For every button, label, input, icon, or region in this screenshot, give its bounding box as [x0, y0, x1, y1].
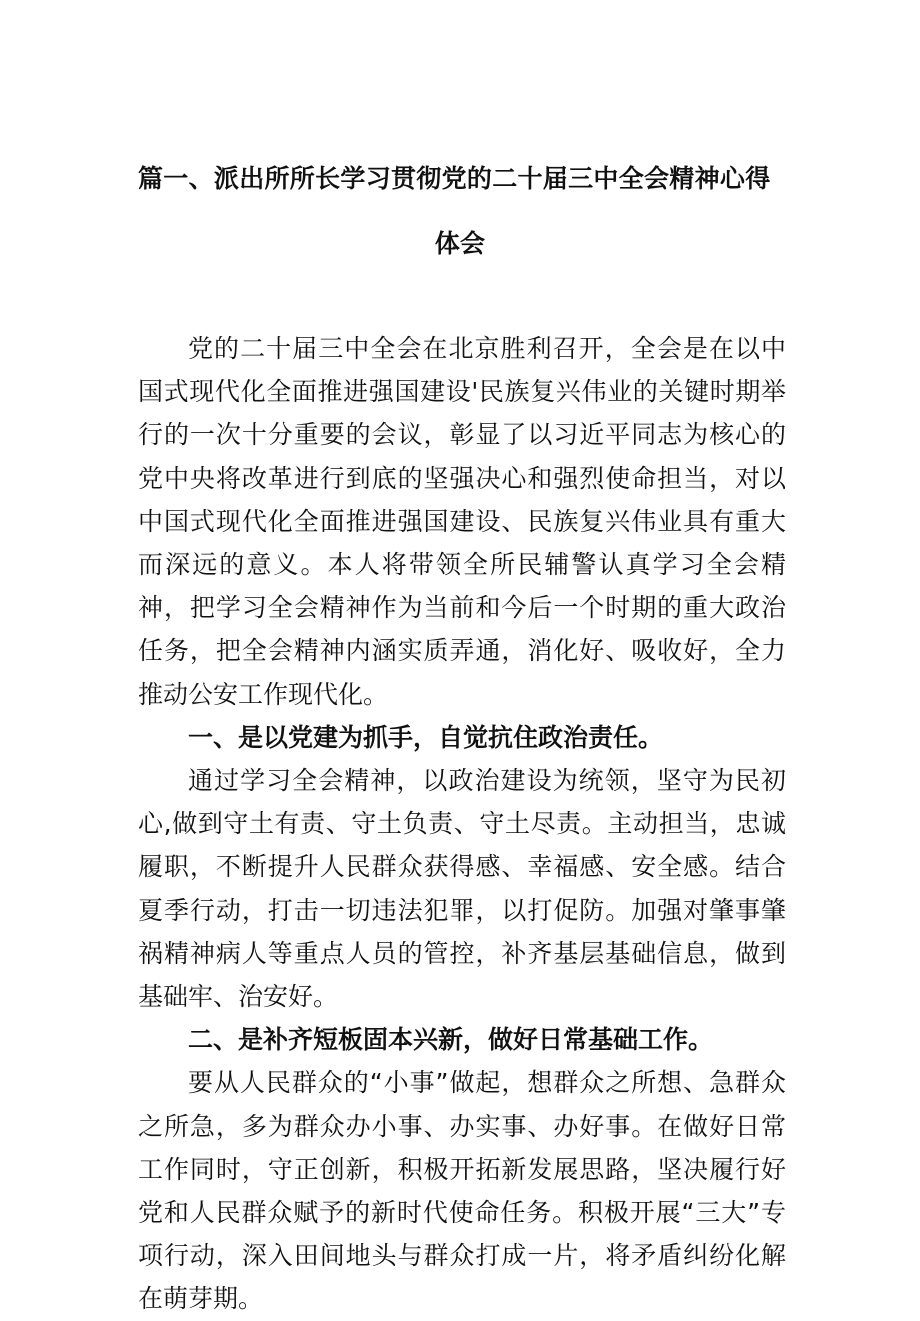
section-heading-2: 二、是补齐短板固本兴新，做好日常基础工作。 — [188, 1025, 714, 1055]
intro-paragraph: 党的二十届三中全会在北京胜利召开，全会是在以中国式现代化全面推进强国建设'民族复兴伟业的关键时期举行的一次十分重要的会议，彰显了以习近平同志为核心的党中央将改革进行到底的坚强决心和强烈使命担当，对以中国式现代化全面推进强国建设、民族复兴伟业具有重大而深远的意义。本人将带领全所民辅警认真学习全会精神，把学习全会精神作为当前和今后一个时期的重大政治任务，把全会精神内涵实质弄通，消化好、吸收好，全力推动公安工作现代化。 — [138, 334, 786, 709]
document-title-line-2: 体会 — [434, 229, 486, 258]
document-title-line-1: 篇一、派出所所长学习贯彻党的二十届三中全会精神心得 — [138, 164, 771, 193]
section-1-paragraph: 通过学习全会精神，以政治建设为统领，坚守为民初心,做到守土有责、守土负责、守土尽责。主动担当，忠诚履职，不断提升人民群众获得感、幸福感、安全感。结合夏季行动，打击一切违法犯罪，以打促防。加强对肇事肇祸精神病人等重点人员的管控，补齐基层基础信息，做到基础牢、治安好。 — [138, 766, 786, 1012]
section-2-paragraph: 要从人民群众的“小事”做起，想群众之所想、急群众之所急，多为群众办小事、办实事、办好事。在做好日常工作同时，守正创新，积极开拓新发展思路，坚决履行好党和人民群众赋予的新时代使命任务。积极开展“三大”专项行动，深入田间地头与群众打成一片，将矛盾纠纷化解在萌芽期。 — [138, 1068, 786, 1314]
section-heading-1: 一、是以党建为抓手，自觉抗住政治责任。 — [188, 722, 664, 752]
document-body — [138, 327, 786, 1321]
